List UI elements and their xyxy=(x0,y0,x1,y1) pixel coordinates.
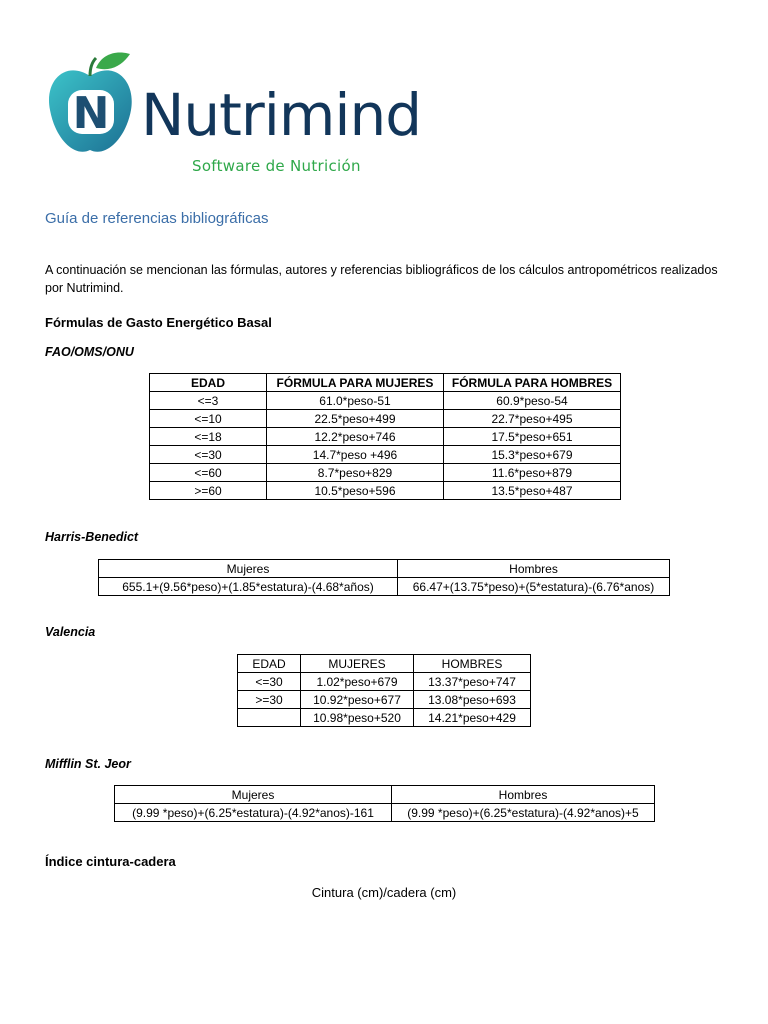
apple-logo-icon xyxy=(46,46,136,161)
mifflin-title: Mifflin St. Jeor xyxy=(45,757,131,771)
table-row xyxy=(150,446,621,464)
harris-benedict-table xyxy=(98,559,670,596)
header-cell: FÓRMULA PARA HOMBRES xyxy=(444,374,621,392)
section-gasto-energetico: Fórmulas de Gasto Energético Basal xyxy=(45,315,272,330)
table-header-row xyxy=(115,786,655,804)
header-cell: Hombres xyxy=(392,786,655,804)
table-cell: 14.21*peso+429 xyxy=(414,709,531,727)
fao-title: FAO/OMS/ONU xyxy=(45,345,134,359)
table-cell: 17.5*peso+651 xyxy=(444,428,621,446)
table-header-row xyxy=(99,560,670,578)
header-cell: Mujeres xyxy=(99,560,398,578)
table-cell: 13.5*peso+487 xyxy=(444,482,621,500)
table-cell xyxy=(238,709,301,727)
table-cell: 66.47+(13.75*peso)+(5*estatura)-(6.76*anos) xyxy=(398,578,670,596)
header-cell: EDAD xyxy=(150,374,267,392)
intro-paragraph: A continuación se mencionan las fórmulas, autores y referencias bibliográficos de los cálculos antropométricos realizados por Nutrimind. xyxy=(45,263,718,295)
mifflin-table xyxy=(114,785,655,822)
table-cell: (9.99 *peso)+(6.25*estatura)-(4.92*anos)+5 xyxy=(392,804,655,822)
table-cell: 60.9*peso-54 xyxy=(444,392,621,410)
table-cell: 10.92*peso+677 xyxy=(301,691,414,709)
logo-name: Nutrimind xyxy=(141,81,422,149)
table-cell: >=30 xyxy=(238,691,301,709)
table-row xyxy=(238,673,531,691)
table-row xyxy=(99,578,670,596)
table-cell: <=3 xyxy=(150,392,267,410)
header-cell: FÓRMULA PARA MUJERES xyxy=(267,374,444,392)
valencia-title: Valencia xyxy=(45,625,96,639)
table-cell: <=10 xyxy=(150,410,267,428)
icc-formula: Cintura (cm)/cadera (cm) xyxy=(311,885,457,900)
table-cell: <=30 xyxy=(238,673,301,691)
valencia-table xyxy=(237,654,531,727)
table-cell: 11.6*peso+879 xyxy=(444,464,621,482)
table-cell: 10.5*peso+596 xyxy=(267,482,444,500)
table-cell: 15.3*peso+679 xyxy=(444,446,621,464)
header-cell: MUJERES xyxy=(301,655,414,673)
table-cell: 22.5*peso+499 xyxy=(267,410,444,428)
table-cell: <=60 xyxy=(150,464,267,482)
harris-benedict-title: Harris-Benedict xyxy=(45,530,139,544)
nutrimind-logo xyxy=(46,46,426,181)
table-cell: 10.98*peso+520 xyxy=(301,709,414,727)
table-cell: 61.0*peso-51 xyxy=(267,392,444,410)
page-title: Guía de referencias bibliográficas xyxy=(45,210,269,227)
table-cell: <=30 xyxy=(150,446,267,464)
header-cell: Mujeres xyxy=(115,786,392,804)
table-row xyxy=(150,410,621,428)
header-cell: EDAD xyxy=(238,655,301,673)
table-cell: 22.7*peso+495 xyxy=(444,410,621,428)
table-row xyxy=(150,482,621,500)
logo-tagline: Software de Nutrición xyxy=(192,157,361,175)
table-row xyxy=(150,464,621,482)
table-cell: 655.1+(9.56*peso)+(1.85*estatura)-(4.68*años) xyxy=(99,578,398,596)
header-cell: HOMBRES xyxy=(414,655,531,673)
table-cell: 12.2*peso+746 xyxy=(267,428,444,446)
header-cell: Hombres xyxy=(398,560,670,578)
table-cell: 13.37*peso+747 xyxy=(414,673,531,691)
table-header-row xyxy=(150,374,621,392)
table-row xyxy=(150,392,621,410)
table-cell: 1.02*peso+679 xyxy=(301,673,414,691)
table-cell: 14.7*peso +496 xyxy=(267,446,444,464)
table-cell: 13.08*peso+693 xyxy=(414,691,531,709)
table-header-row xyxy=(238,655,531,673)
svg-text:N: N xyxy=(72,88,110,139)
table-row xyxy=(238,709,531,727)
table-row xyxy=(238,691,531,709)
table-cell: <=18 xyxy=(150,428,267,446)
table-cell: 8.7*peso+829 xyxy=(267,464,444,482)
table-row xyxy=(115,804,655,822)
section-indice-cintura-cadera: Índice cintura-cadera xyxy=(45,854,176,869)
table-cell: (9.99 *peso)+(6.25*estatura)-(4.92*anos)-161 xyxy=(115,804,392,822)
fao-table xyxy=(149,373,621,500)
table-row xyxy=(150,428,621,446)
table-cell: >=60 xyxy=(150,482,267,500)
